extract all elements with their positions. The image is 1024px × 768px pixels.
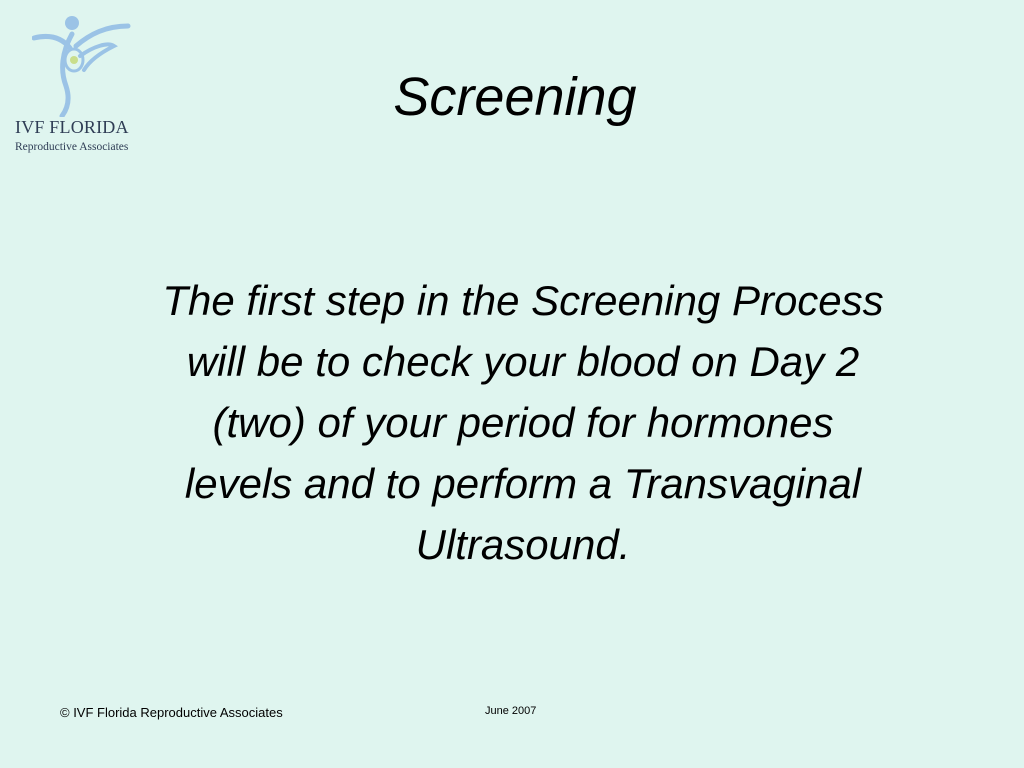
logo-name: IVF FLORIDA — [15, 117, 129, 137]
body-line: (two) of your period for hormones — [212, 399, 834, 446]
slide-title: Screening — [393, 67, 637, 127]
slide-body — [78, 270, 968, 575]
footer-copyright: © IVF Florida Reproductive Associates — [60, 705, 283, 720]
body-line: levels and to perform a Transvaginal — [184, 460, 862, 507]
logo-subtitle: Reproductive Associates — [15, 141, 129, 153]
body-line: will be to check your blood on Day 2 — [186, 338, 860, 385]
body-line: Ultrasound. — [415, 521, 631, 568]
footer-date: June 2007 — [485, 705, 537, 717]
body-line: The first step in the Screening Process — [162, 277, 884, 324]
